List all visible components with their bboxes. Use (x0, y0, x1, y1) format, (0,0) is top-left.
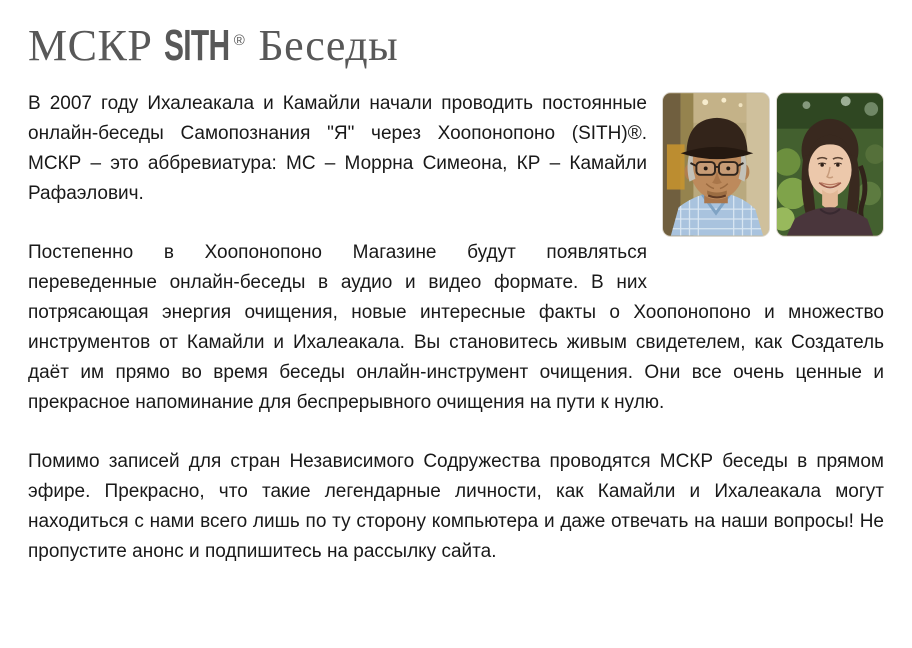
article-body (28, 89, 884, 567)
page-title (28, 16, 884, 71)
man-in-cap-portrait-illustration (663, 93, 769, 236)
photos-block (662, 92, 884, 237)
paragraph-intro: В 2007 году Ихалеакала и Камайли начали проводить постоянные онлайн-беседы Самопознания "Я" через Хоопонопоно (SITH)®. МСКР – это аббревиатура: МС – Моррна Симеона, КР – Камайли Рафаэлович. (28, 93, 647, 204)
title-brand-sith: SITH (163, 21, 230, 70)
paragraph-recordings: Постепенно в Хоопонопоно Магазине будут появляться переведенные онлайн-беседы в аудио и видео формате. В них потрясающая энергия очищения, новые интересные факты о Хоопонопоно и множество инструментов от Камайли и Ихалеакала. Вы становитесь живым свидетелем, как Создатель даёт им прямо во время беседы онлайн-инструмент очищения. Они все очень ценные и прекрасное напоминание для беспрерывного очищения на пути к нулю. (28, 242, 884, 413)
photo-kamaili (776, 92, 884, 237)
woman-portrait-illustration (777, 93, 883, 236)
title-word-besedy: Беседы (258, 21, 399, 70)
paragraph-live-talks: Помимо записей для стран Независимого Содружества проводятся МСКР беседы в прямом эфире. Прекрасно, что такие легендарные личности, как Камайли и Ихалеакала могут находиться с нами всего лишь по ту сторону компьютера и даже отвечать на наши вопросы! Не пропустите анонс и подпишитесь на рассылку сайта. (28, 451, 884, 562)
photo-ihaleakala (662, 92, 770, 237)
registered-trademark-symbol: ® (233, 32, 245, 49)
title-word-mskr: МСКР (28, 21, 153, 70)
